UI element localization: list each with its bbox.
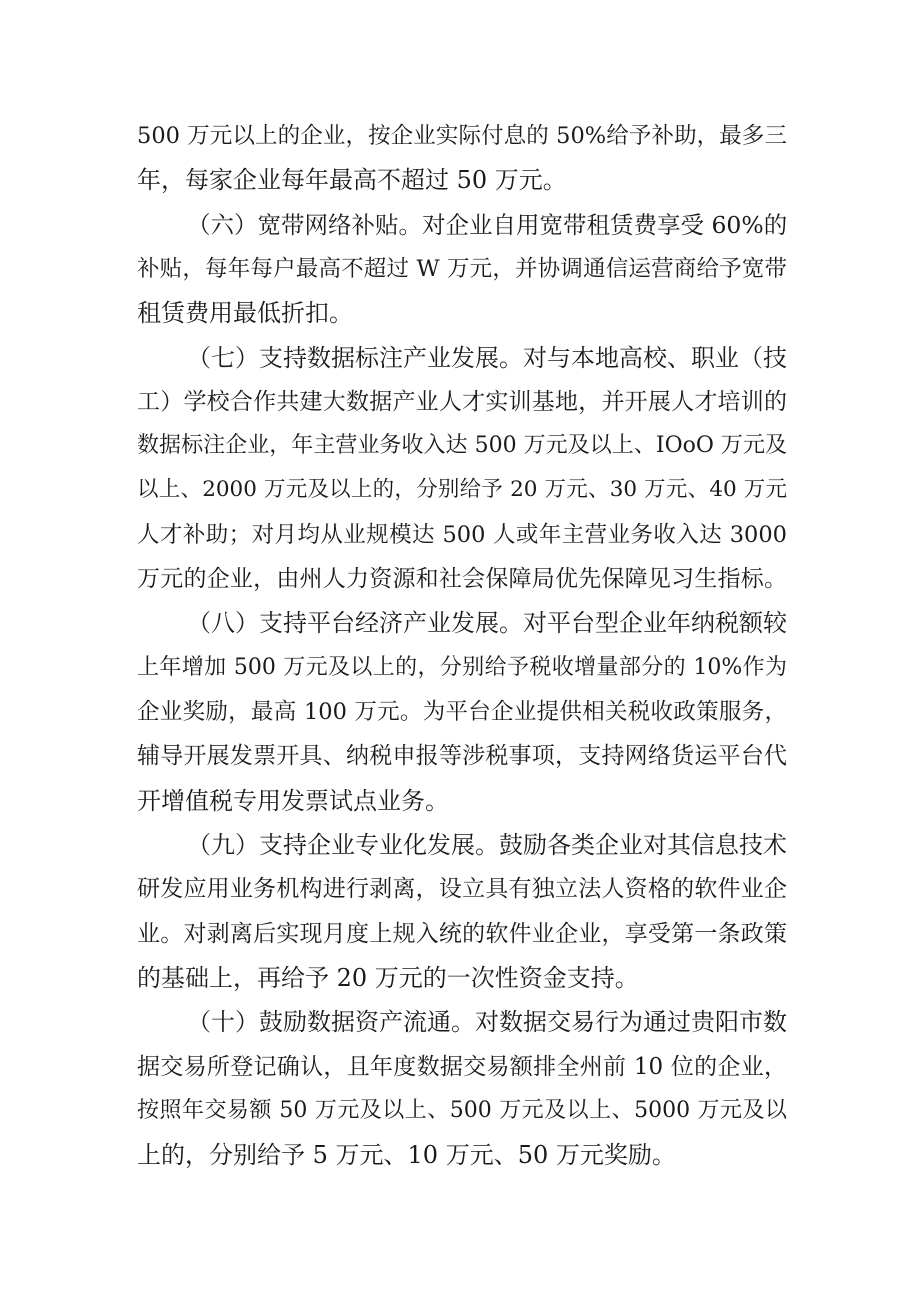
text-line: 上的，分别给予 5 万元、10 万元、50 万元奖励。 [137,1141,676,1169]
text-line: 数据标注企业，年主营业务收入达 500 万元及以上、IOoO 万元及 [137,433,787,458]
text-line: 的基础上，再给予 20 万元的一次性资金支持。 [137,964,639,992]
text-line: 业。对剥离后实现月度上规入统的软件业企业，享受第一条政策 [137,921,787,947]
text-line: 以上、2000 万元及以上的，分别给予 20 万元、30 万元、40 万元 [137,477,787,502]
text-line: 开增值税专用发票试点业务。 [137,787,449,815]
text-line: 辅导开展发票开具、纳税申报等涉税事项，支持网络货运平台代 [137,743,787,769]
text-line: （九）支持企业专业化发展。鼓励各类企业对其信息技术 [187,831,787,859]
text-line: 租赁费用最低折扣。 [137,299,353,327]
text-line: 据交易所登记确认，且年度数据交易额排全州前 10 位的企业， [137,1054,787,1080]
text-line: 年，每家企业每年最高不超过 50 万元。 [137,166,567,194]
text-line: 按照年交易额 50 万元及以上、500 万元及以上、5000 万元及以 [137,1098,787,1123]
text-line: 上年增加 500 万元及以上的，分别给予税收增量部分的 10%作为 [137,655,787,680]
text-line: 人才补助；对月均从业规模达 500 人或年主营业务收入达 3000 [137,522,787,548]
text-line: （十）鼓励数据资产流通。对数据交易行为通过贵阳市数 [187,1008,787,1036]
text-line: （七）支持数据标注产业发展。对与本地高校、职业（技 [187,344,787,372]
text-line: （六）宽带网络补贴。对企业自用宽带租赁费享受 60%的 [187,211,788,239]
text-line: 工）学校合作共建大数据产业人才实训基地，并开展人才培训的 [137,389,787,415]
text-line: 500 万元以上的企业，按企业实际付息的 50%给予补助，最多三 [137,123,787,149]
text-line: 企业奖励，最高 100 万元。为平台企业提供相关税收政策服务， [137,699,787,725]
text-line: 万元的企业，由州人力资源和社会保障局优先保障见习生指标。 [137,566,787,592]
text-line: （八）支持平台经济产业发展。对平台型企业年纳税额较 [187,609,787,637]
text-line: 研发应用业务机构进行剥离，设立具有独立法人资格的软件业企 [137,876,787,902]
text-line: 补贴，每年每户最高不超过 W 万元，并协调通信运营商给予宽带 [137,256,787,282]
